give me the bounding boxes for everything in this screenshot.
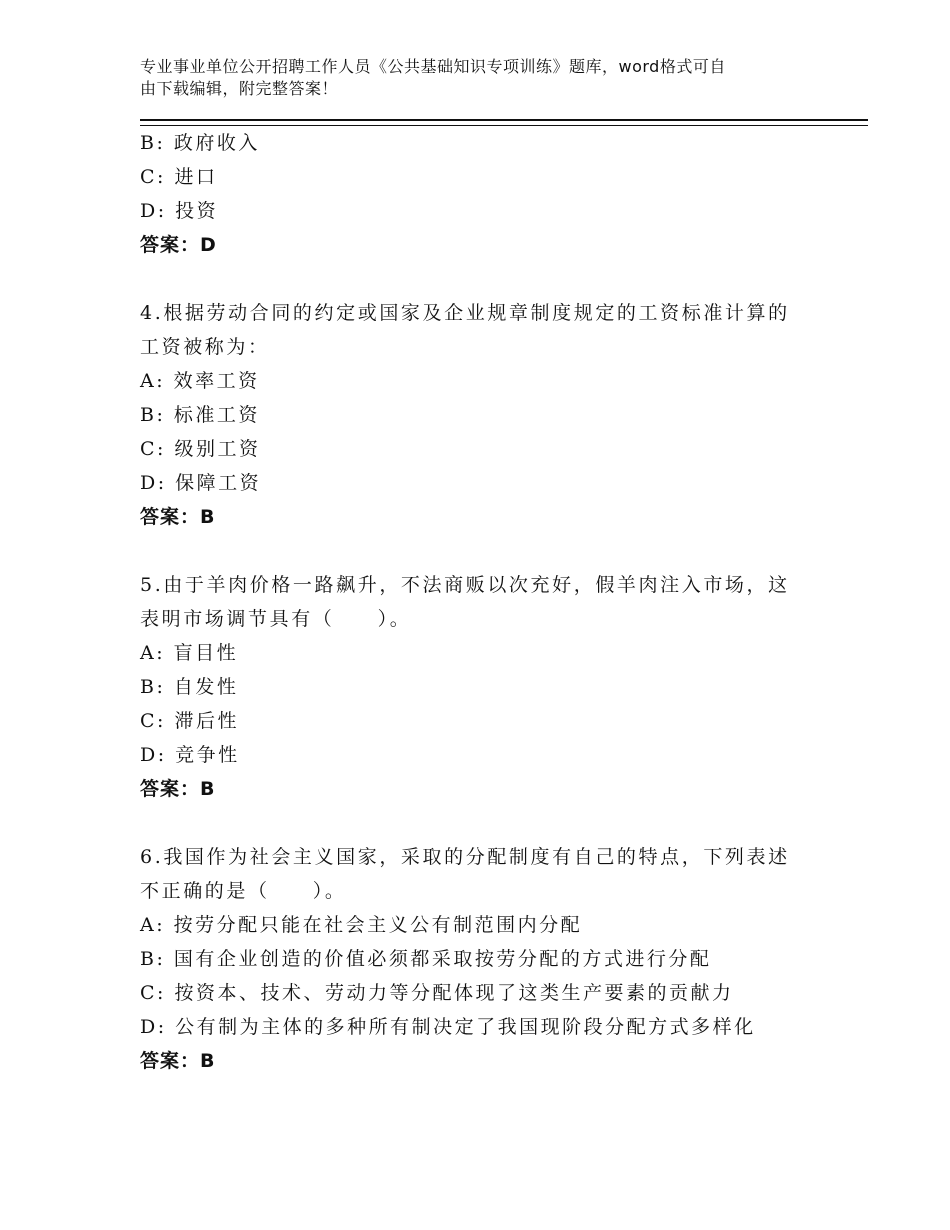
option-d: D: 竞争性 bbox=[140, 744, 240, 766]
option-a: A: 效率工资 bbox=[140, 370, 260, 392]
spacer bbox=[140, 262, 840, 296]
answer-label: 答案：D bbox=[140, 234, 217, 256]
spacer bbox=[140, 534, 840, 568]
option-a: A: 按劳分配只能在社会主义公有制范围内分配 bbox=[140, 914, 583, 936]
option-b: B: 国有企业创造的价值必须都采取按劳分配的方式进行分配 bbox=[140, 948, 712, 970]
answer-label: 答案：B bbox=[140, 506, 216, 528]
header-line-2: 由下载编辑，附完整答案！ bbox=[140, 79, 339, 98]
question-5 bbox=[140, 568, 840, 806]
answer-label: 答案：B bbox=[140, 778, 216, 800]
option-d: D: 保障工资 bbox=[140, 472, 262, 494]
question-stem: 5.由于羊肉价格一路飙升，不法商贩以次充好，假羊肉注入市场，这 bbox=[140, 574, 790, 596]
option-c: C: 按资本、技术、劳动力等分配体现了这类生产要素的贡献力 bbox=[140, 982, 734, 1004]
document-body bbox=[140, 126, 840, 1078]
question-stem-continued: 表明市场调节具有（ ）。 bbox=[140, 608, 412, 630]
header-line-1: 专业事业单位公开招聘工作人员《公共基础知识专项训练》题库，word格式可自 bbox=[140, 57, 726, 76]
question-4 bbox=[140, 296, 840, 534]
option-b: B: 政府收入 bbox=[140, 132, 260, 154]
option-b: B: 自发性 bbox=[140, 676, 239, 698]
page-header bbox=[140, 56, 810, 100]
previous-question-tail bbox=[140, 126, 840, 262]
question-stem: 4.根据劳动合同的约定或国家及企业规章制度规定的工资标准计算的 bbox=[140, 302, 790, 324]
option-a: A: 盲目性 bbox=[140, 642, 239, 664]
option-b: B: 标准工资 bbox=[140, 404, 260, 426]
question-stem-continued: 工资被称为： bbox=[140, 336, 270, 358]
option-d: D: 投资 bbox=[140, 200, 219, 222]
header-divider-thick bbox=[140, 119, 868, 121]
question-6 bbox=[140, 840, 840, 1078]
option-c: C: 进口 bbox=[140, 166, 218, 188]
question-stem: 6.我国作为社会主义国家，采取的分配制度有自己的特点，下列表述 bbox=[140, 846, 790, 868]
option-c: C: 级别工资 bbox=[140, 438, 261, 460]
question-stem-continued: 不正确的是（ ）。 bbox=[140, 880, 347, 902]
option-d: D: 公有制为主体的多种所有制决定了我国现阶段分配方式多样化 bbox=[140, 1016, 756, 1038]
answer-label: 答案：B bbox=[140, 1050, 216, 1072]
spacer bbox=[140, 806, 840, 840]
option-c: C: 滞后性 bbox=[140, 710, 239, 732]
